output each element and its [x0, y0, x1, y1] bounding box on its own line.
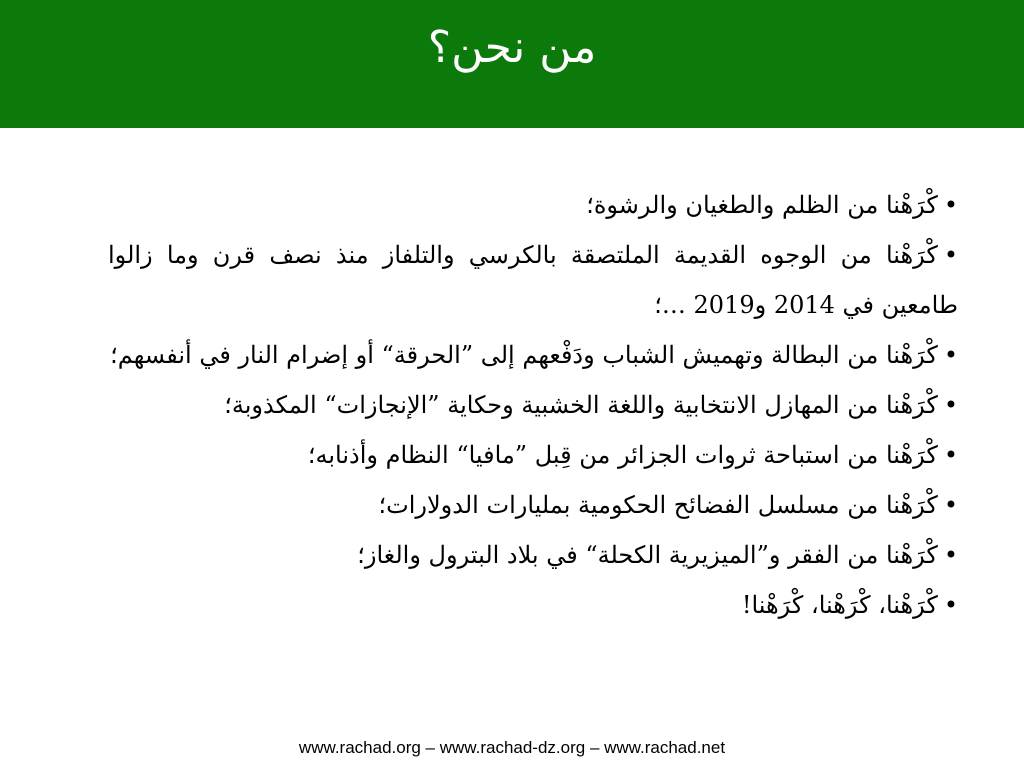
title-bar [0, 0, 1024, 128]
bullet-item [108, 380, 958, 430]
bullet-icon: • [943, 491, 958, 519]
bullet-text: كْرَهْنا من البطالة وتهميش الشباب ودَفْعهم إلى ”الحرقة“ أو إضرام النار في أنفسهم؛ [110, 341, 938, 369]
bullet-icon: • [943, 241, 958, 269]
footer-links: www.rachad.org – www.rachad-dz.org – www.rachad.net [298, 738, 726, 757]
bullet-icon: • [943, 391, 958, 419]
bullet-icon: • [943, 591, 958, 619]
bullet-item [108, 230, 958, 330]
bullet-text: كْرَهْنا من الوجوه القديمة الملتصقة بالكرسي والتلفاز منذ نصف قرن وما زالوا طامعين في 2014 و2019 …؛ [108, 241, 958, 319]
slide-title: من نحن؟ [427, 22, 597, 73]
bullet-icon: • [943, 541, 958, 569]
bullet-text: كْرَهْنا من الظلم والطغيان والرشوة؛ [586, 191, 938, 219]
bullet-list [108, 180, 958, 630]
bullet-item [108, 530, 958, 580]
bullet-text: كْرَهْنا من مسلسل الفضائح الحكومية بمليارات الدولارات؛ [378, 491, 938, 519]
bullet-icon: • [943, 341, 958, 369]
bullet-text: كْرَهْنا من استباحة ثروات الجزائر من قِبل ”مافيا“ النظام وأذنابه؛ [307, 441, 938, 469]
bullet-icon: • [943, 441, 958, 469]
bullet-item [108, 430, 958, 480]
bullet-text: كْرَهْنا من الفقر و”الميزيرية الكحلة“ في بلاد البترول والغاز؛ [357, 541, 938, 569]
bullet-item [108, 330, 958, 380]
bullet-item [108, 580, 958, 630]
bullet-text: كْرَهْنا من المهازل الانتخابية واللغة الخشبية وحكاية ”الإنجازات“ المكذوبة؛ [224, 391, 938, 419]
bullet-text: كْرَهْنا، كْرَهْنا، كْرَهْنا! [741, 591, 938, 619]
bullet-icon: • [943, 191, 958, 219]
bullet-item [108, 180, 958, 230]
bullet-item [108, 480, 958, 530]
